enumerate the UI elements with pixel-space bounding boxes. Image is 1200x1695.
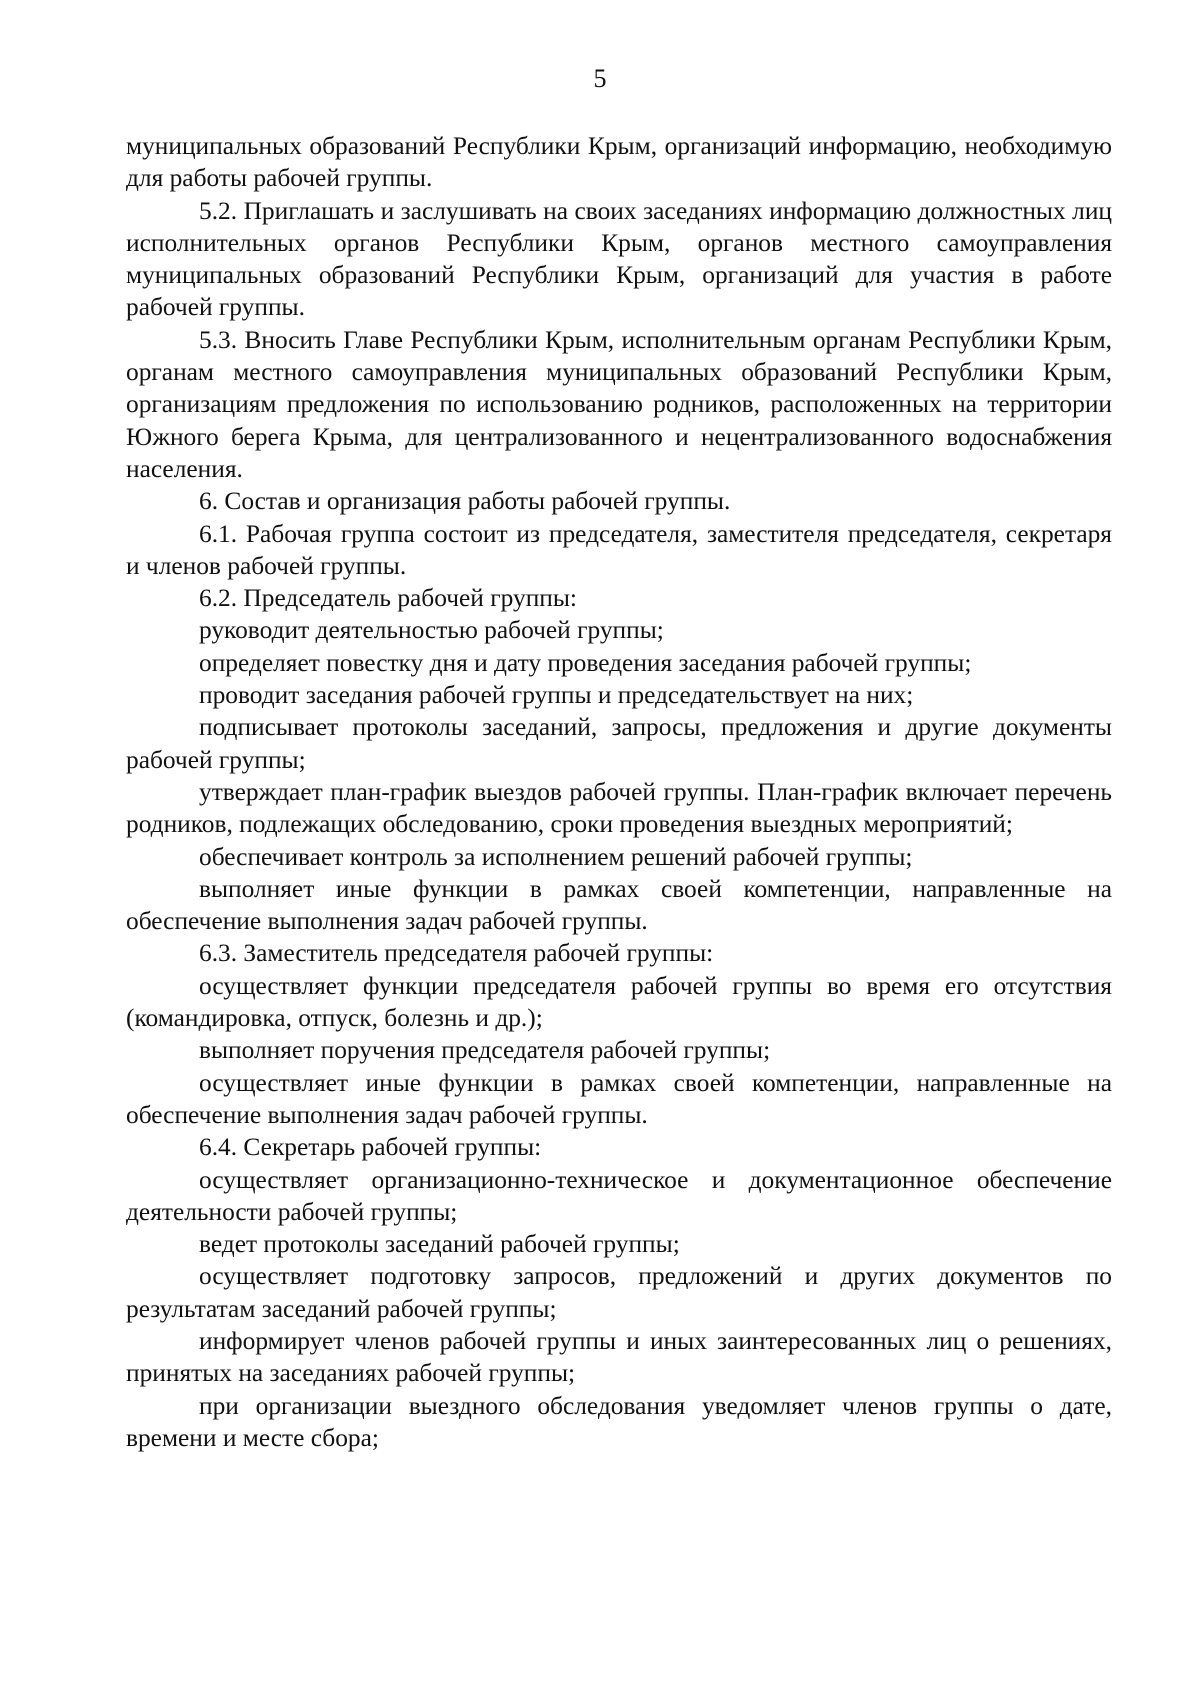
paragraph-5-3: 5.3. Вносить Главе Республики Крым, исполнительным органам Республики Крым, органам местного самоуправления муниципальных образований Республики Крым, организациям предложения по использованию родников, расположенных на территории Южного берега Крыма, для централизованного и нецентрализованного водоснабжения населения.	[126, 325, 1112, 483]
list-item: подписывает протоколы заседаний, запросы, предложения и другие документы рабочей группы;	[126, 713, 1112, 774]
list-item: осуществляет иные функции в рамках своей компетенции, направленные на обеспечение выполнения задач рабочей группы.	[126, 1068, 1112, 1129]
list-item: обеспечивает контроль за исполнением решений рабочей группы;	[199, 842, 913, 871]
paragraph-continuation: муниципальных образований Республики Крым, организаций информацию, необходимую для работы рабочей группы.	[126, 132, 1112, 193]
list-item: осуществляет подготовку запросов, предложений и других документов по результатам заседаний рабочей группы;	[126, 1262, 1112, 1323]
paragraph-5-2: 5.2. Приглашать и заслушивать на своих заседаниях информацию должностных лиц исполнительных органов Республики Крым, органов местного самоуправления муниципальных образований Республики Крым, организаций для участия в работе рабочей группы.	[126, 196, 1112, 322]
list-item: осуществляет организационно-техническое и документационное обеспечение деятельности рабочей группы;	[126, 1165, 1112, 1226]
page-number: 5	[593, 64, 607, 93]
list-item: проводит заседания рабочей группы и председательствует на них;	[199, 681, 914, 710]
list-item: утверждает план-график выездов рабочей группы. План-график включает перечень родников, подлежащих обследованию, сроки проведения выездных мероприятий;	[126, 777, 1112, 839]
paragraph-6-3: 6.3. Заместитель председателя рабочей группы:	[199, 939, 714, 968]
paragraph-6-1: 6.1. Рабочая группа состоит из председателя, заместителя председателя, секретаря и членов рабочей группы.	[126, 519, 1112, 580]
list-item: определяет повестку дня и дату проведения заседания рабочей группы;	[199, 648, 972, 677]
section-heading-6: 6. Состав и организация работы рабочей группы.	[199, 487, 731, 516]
list-item: руководит деятельностью рабочей группы;	[199, 616, 664, 645]
paragraph-6-2: 6.2. Председатель рабочей группы:	[199, 584, 577, 613]
list-item: осуществляет функции председателя рабочей группы во время его отсутствия (командировка, отпуск, болезнь и др.);	[126, 971, 1112, 1033]
list-item: информирует членов рабочей группы и иных заинтересованных лиц о решениях, принятых на заседаниях рабочей группы;	[126, 1326, 1112, 1388]
list-item: ведет протоколы заседаний рабочей группы;	[199, 1230, 680, 1259]
list-item: выполняет поручения председателя рабочей группы;	[199, 1036, 771, 1065]
list-item: при организации выездного обследования уведомляет членов группы о дате, времени и месте сбора;	[126, 1391, 1112, 1452]
list-item: выполняет иные функции в рамках своей компетенции, направленные на обеспечение выполнения задач рабочей группы.	[126, 874, 1112, 936]
paragraph-6-4: 6.4. Секретарь рабочей группы:	[199, 1133, 542, 1162]
document-body	[126, 130, 1112, 1454]
